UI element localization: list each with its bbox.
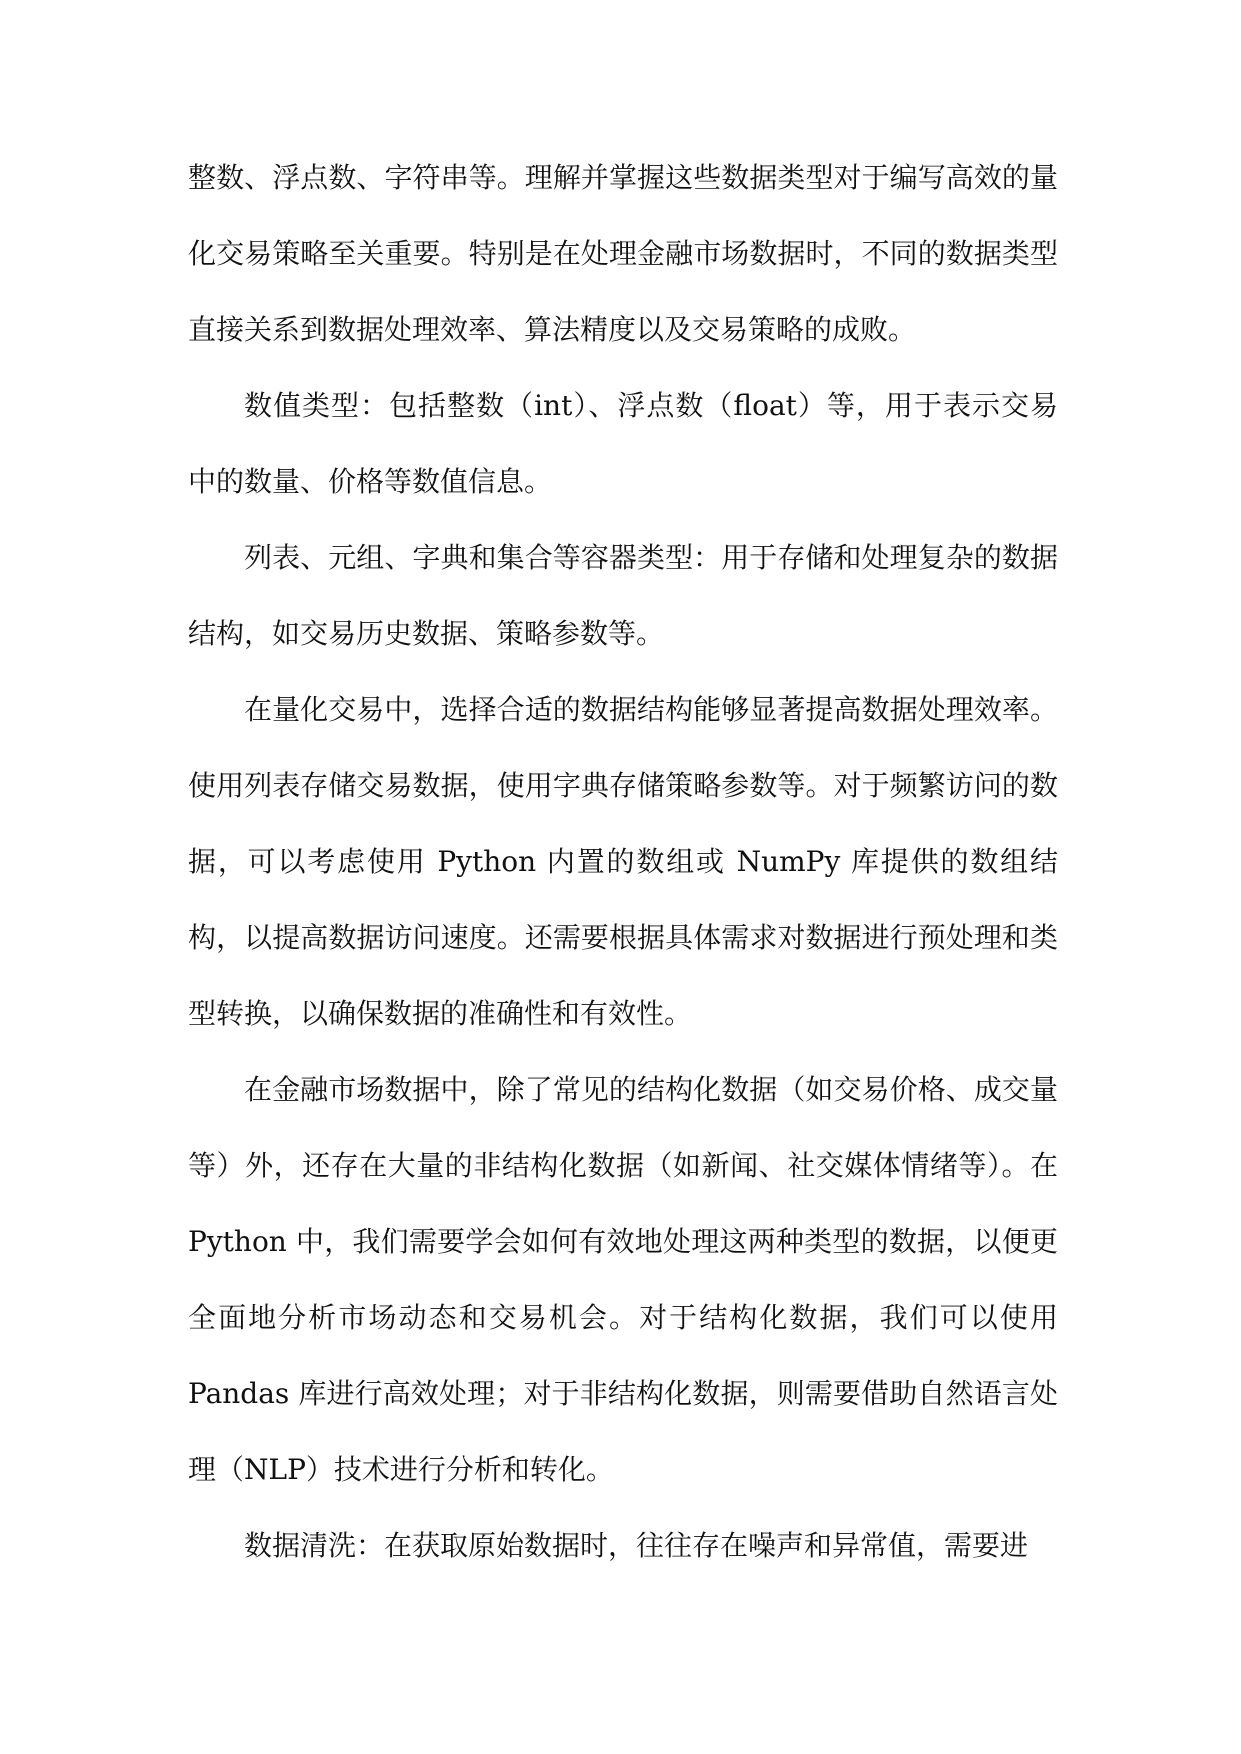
paragraph-data-cleaning: 数据清洗：在获取原始数据时，往往存在噪声和异常值，需要进: [244, 1529, 1029, 1562]
paragraph-structured-unstructured: 在金融市场数据中，除了常见的结构化数据（如交易价格、成交量等）外，还存在大量的非结构化数据（如新闻、社交媒体情绪等）。在 Python 中，我们需要学会如何有效地处理这两种类型的数据，以便更全面地分析市场动态和交易机会。对于结构化数据，我们可以使用 Pandas 库进行高效处理；对于非结构化数据，则需要借助自然语言处理（NLP）技术进行分析和转化。: [188, 1073, 1058, 1486]
paragraph-data-structures: 在量化交易中，选择合适的数据结构能够显著提高数据处理效率。使用列表存储交易数据，使用字典存储策略参数等。对于频繁访问的数据，可以考虑使用 Python 内置的数组或 NumPy 库提供的数组结构，以提高数据访问速度。还需要根据具体需求对数据进行预处理和类型转换，以确保数据的准确性和有效性。: [188, 693, 1058, 1030]
paragraph-numeric-types: 数值类型：包括整数（int）、浮点数（float）等，用于表示交易中的数量、价格等数值信息。: [188, 389, 1058, 498]
paragraph-data-types-intro: 整数、浮点数、字符串等。理解并掌握这些数据类型对于编写高效的量化交易策略至关重要。特别是在处理金融市场数据时，不同的数据类型直接关系到数据处理效率、算法精度以及交易策略的成败。: [188, 161, 1058, 346]
body-text: [188, 140, 1058, 1584]
paragraph-container-types: 列表、元组、字典和集合等容器类型：用于存储和处理复杂的数据结构，如交易历史数据、策略参数等。: [188, 541, 1058, 650]
